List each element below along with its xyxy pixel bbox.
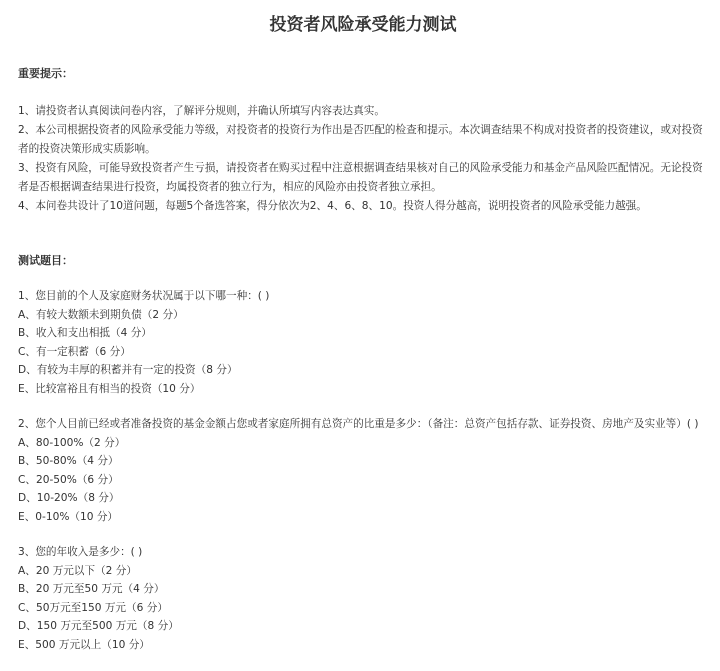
question-1-option-a[interactable]: A、有较大数额未到期负债（2 分） (18, 308, 184, 321)
notice-heading: 重要提示： (18, 67, 73, 80)
question-2-option-a[interactable]: A、80-100%（2 分） (18, 436, 126, 449)
notice-item-1: 1、请投资者认真阅读问卷内容，了解评分规则，并确认所填写内容表达真实。 (18, 105, 385, 117)
question-2-option-c[interactable]: C、20-50%（6 分） (18, 473, 119, 486)
notice-item-4: 4、本问卷共设计了10道问题，每题5个备选答案，得分依次为2、4、6、8、10。投资人得分越高，说明投资者的风险承受能力越强。 (18, 200, 647, 212)
questionnaire-page (18, 0, 708, 671)
notice-list (18, 102, 708, 216)
question-list (18, 287, 708, 654)
question-1-option-e[interactable]: E、比较富裕且有相当的投资（10 分） (18, 382, 201, 395)
page-title: 投资者风险承受能力测试 (269, 15, 457, 35)
questions-heading: 测试题目： (18, 254, 73, 267)
question-2-option-e[interactable]: E、0-10%（10 分） (18, 510, 119, 523)
notice-item-2: 2、本公司根据投资者的风险承受能力等级，对投资者的投资行为作出是否匹配的检查和提示。本次调查结果不构成对投资者的投资建议，或对投资者的投资决策形成实质影响。 (18, 124, 703, 155)
question-3-option-d[interactable]: D、150 万元至500 万元（8 分） (18, 620, 179, 632)
question-1-option-c[interactable]: C、有一定积蓄（6 分） (18, 345, 131, 358)
question-3 (18, 543, 708, 654)
question-2-option-b[interactable]: B、50-80%（4 分） (18, 455, 119, 467)
question-text: 2、您个人目前已经或者准备投资的基金金额占您或者家庭所拥有总资产的比重是多少：（备注：总资产包括存款、证券投资、房地产及实业等）( ) (18, 418, 699, 430)
question-1 (18, 287, 708, 398)
notice-item-3: 3、投资有风险，可能导致投资者产生亏损，请投资者在购买过程中注意根据调查结果核对自己的风险承受能力和基金产品风险匹配情况。无论投资者是否根据调查结果进行投资，均属投资者的独立行为，相应的风险亦由投资者独立承担。 (18, 162, 703, 193)
question-3-option-a[interactable]: A、20 万元以下（2 分） (18, 564, 137, 577)
question-1-option-b[interactable]: B、收入和支出相抵（4 分） (18, 327, 152, 339)
question-3-option-e[interactable]: E、500 万元以上（10 分） (18, 638, 150, 651)
question-text: 1、您目前的个人及家庭财务状况属于以下哪一种：( ) (18, 290, 270, 302)
question-1-option-d[interactable]: D、有较为丰厚的积蓄并有一定的投资（8 分） (18, 364, 238, 376)
question-2-option-d[interactable]: D、10-20%（8 分） (18, 492, 120, 504)
question-2 (18, 415, 708, 526)
question-3-option-c[interactable]: C、50万元至150 万元（6 分） (18, 601, 168, 614)
question-3-option-b[interactable]: B、20 万元至50 万元（4 分） (18, 583, 165, 595)
question-text: 3、您的年收入是多少：( ) (18, 546, 143, 558)
